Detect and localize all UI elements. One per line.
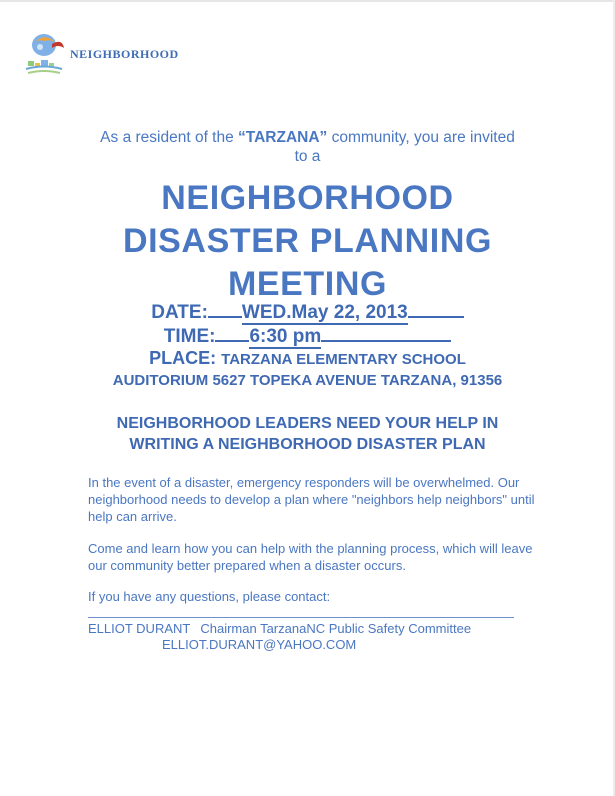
place-value: TARZANA ELEMENTARY SCHOOL — [221, 351, 466, 368]
date-line — [0, 301, 615, 324]
logo-text: NEIGHBORHOOD — [70, 47, 179, 61]
place-line — [0, 348, 615, 369]
paragraph-disaster-intro: In the event of a disaster, emergency responders will be overwhelmed. Our neighborhood needs to develop a plan where "neighbors help neighbors" until help can arrive. — [88, 475, 535, 524]
community-name: “TARZANA” — [238, 129, 328, 146]
date-value: WED.May 22, 2013 — [241, 302, 408, 323]
scan-edge-top — [0, 0, 615, 2]
place-label: PLACE: — [149, 348, 217, 368]
call-to-action — [60, 413, 555, 455]
title-line-2: DISASTER PLANNING — [122, 222, 493, 260]
contact-divider — [88, 617, 514, 618]
time-line — [0, 325, 615, 348]
contact-title: Chairman TarzanaNC Public Safety Committee — [200, 621, 472, 636]
time-blank-before — [215, 325, 249, 342]
time-value: 6:30 pm — [249, 326, 322, 347]
title-line-3: MEETING — [227, 265, 388, 303]
invite-to-a: to a — [294, 148, 321, 165]
invite-suffix: community, you are invited — [327, 129, 515, 146]
paragraph-come-and-learn: Come and learn how you can help with the planning process, which will leave our community better prepared when a disaster occurs. — [88, 541, 533, 573]
page-title — [40, 177, 575, 306]
invitation-text — [80, 128, 535, 166]
date-blank-before — [208, 301, 242, 318]
title-line-1: NEIGHBORHOOD — [161, 179, 454, 217]
address-line: AUDITORIUM 5627 TOPEKA AVENUE TARZANA, 91356 — [112, 372, 503, 389]
cta-line-2: WRITING A NEIGHBORHOOD DISASTER PLAN — [129, 436, 486, 453]
neighborhood-logo-icon — [22, 30, 66, 78]
time-blank-after — [321, 325, 451, 342]
contact-name: ELLIOT DURANT — [88, 621, 191, 636]
time-label: TIME: — [163, 326, 216, 347]
date-blank-after — [408, 301, 464, 318]
date-label: DATE: — [151, 302, 208, 323]
invite-prefix: As a resident of the — [100, 129, 239, 146]
cta-line-1: NEIGHBORHOOD LEADERS NEED YOUR HELP IN — [116, 415, 499, 432]
contact-line — [88, 621, 538, 637]
paragraph-questions: If you have any questions, please contact: — [88, 589, 331, 604]
contact-email-link[interactable]: ELLIOT.DURANT@YAHOO.COM — [162, 637, 357, 652]
